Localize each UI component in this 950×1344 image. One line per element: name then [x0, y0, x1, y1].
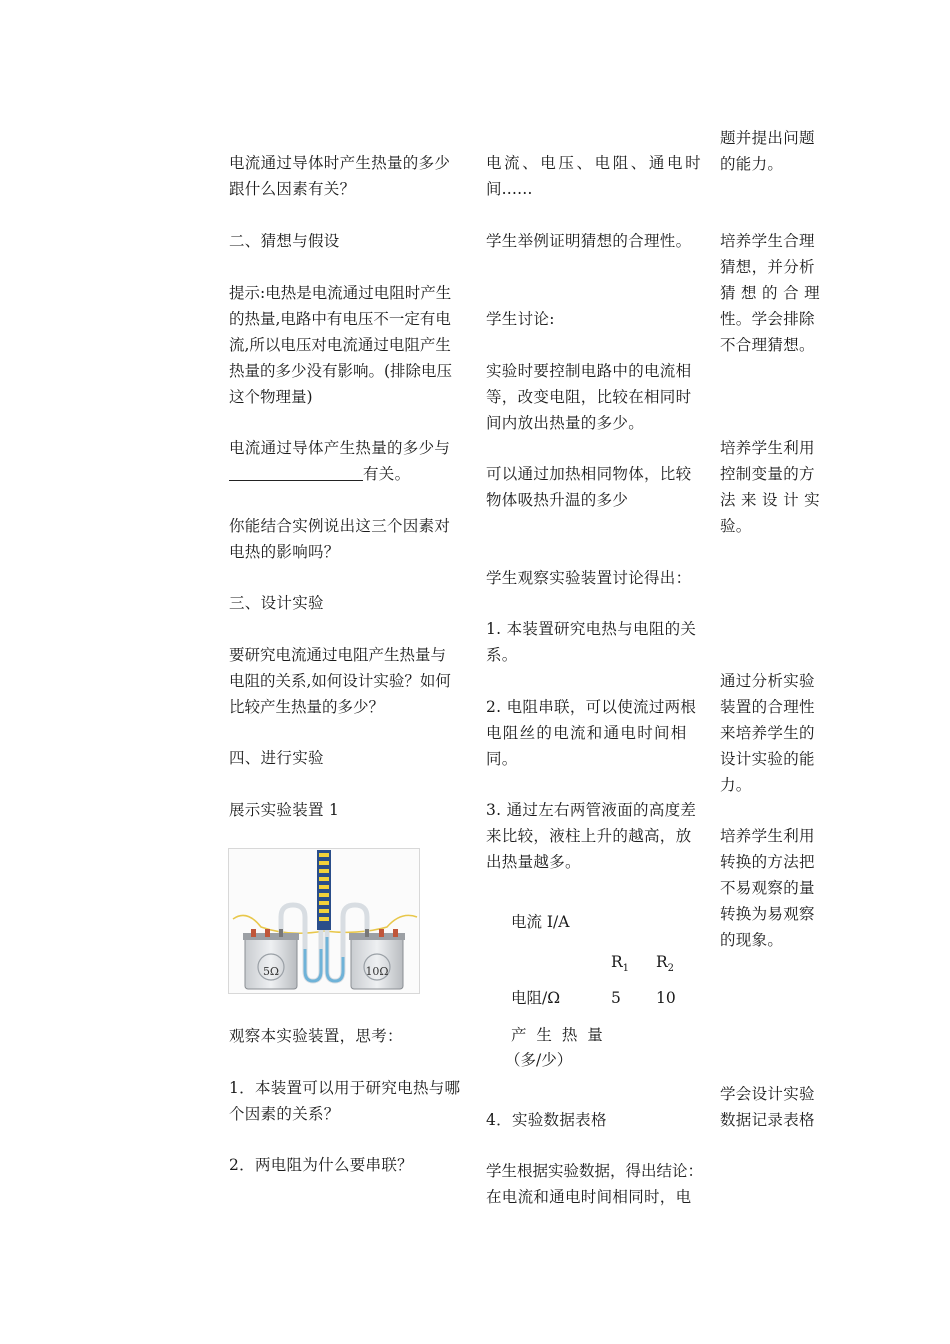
student-line: 在电流和通电时间相同时，电: [486, 1188, 692, 1206]
design-line: 比较产生热量的多少？: [229, 698, 385, 716]
purpose-line: 转换的方法把: [720, 853, 815, 871]
purpose-line: 学会设计实验: [720, 1085, 815, 1103]
tip-line: 提示:电热是电流通过电阻时产生: [229, 284, 452, 302]
purpose-line: 培养学生利用: [720, 827, 815, 845]
student-line: 学生观察实验装置讨论得出：: [486, 569, 692, 587]
table-cell: 5: [611, 989, 621, 1007]
purpose-line: 装置的合理性: [720, 698, 815, 716]
design-line: 电阻的关系,如何设计实验？如何: [229, 672, 451, 690]
resistor-label-left: 5Ω: [262, 965, 280, 978]
student-line: 学生举例证明猜想的合理性。: [486, 232, 692, 250]
student-line: 物体吸热升温的多少: [486, 491, 629, 509]
student-line: 学生根据实验数据，得出结论：: [486, 1162, 704, 1180]
observe-question: 个因素的关系？: [229, 1105, 340, 1123]
table-row-label-resistance: 电阻/Ω: [511, 989, 561, 1007]
tip-line: 的热量,电路中有电压不一定有电: [229, 310, 451, 328]
purpose-line: 猜 想 的 合 理: [720, 284, 820, 302]
table-header-current: 电流 I/A: [511, 913, 570, 931]
resistor-label-right: 10Ω: [365, 965, 389, 978]
student-line: 来比较，液柱上升的越高，放: [486, 827, 692, 845]
student-line: 2. 电阻串联，可以使流过两根: [486, 698, 697, 716]
table-header-r1: $R_1$: [611, 953, 630, 974]
purpose-line: 题并提出问题: [720, 129, 815, 147]
purpose-line: 性。学会排除: [720, 310, 815, 328]
tip-line: 热量的多少没有影响。(排除电压: [229, 362, 453, 380]
observe-question: 1．本装置可以用于研究电热与哪: [229, 1079, 461, 1097]
answer-line: 间……: [486, 180, 533, 198]
student-line: 系。: [486, 646, 518, 664]
purpose-line: 来培养学生的: [720, 724, 815, 742]
table-cell: 10: [656, 989, 676, 1007]
tip-line: 这个物理量): [229, 388, 313, 406]
ask-line: 电热的影响吗？: [229, 543, 340, 561]
student-line: 实验时要控制电路中的电流相: [486, 362, 692, 380]
question-line: 电流通过导体时产生热量的多少: [229, 154, 451, 172]
tip-line: 流,所以电压对电流通过电阻产生: [229, 336, 451, 354]
purpose-line: 的能力。: [720, 155, 784, 173]
purpose-line: 不易观察的量: [720, 879, 815, 897]
design-line: 要研究电流通过电阻产生热量与: [229, 646, 447, 664]
show-line: 展示实验装置 1: [229, 801, 340, 819]
table-row-label-heat: 产 生 热 量: [511, 1026, 606, 1044]
observe-line: 观察本实验装置，思考：: [229, 1027, 403, 1045]
apparatus-illustration: [229, 849, 419, 993]
student-line: 同。: [486, 750, 518, 768]
answer-line: 电流、电压、电阻、通电时: [486, 154, 704, 172]
purpose-line: 验。: [720, 517, 752, 535]
purpose-line: 培养学生合理: [720, 232, 815, 250]
purpose-line: 法 来 设 计 实: [720, 491, 820, 509]
purpose-line: 设计实验的能: [720, 750, 815, 768]
fill-blank: [229, 464, 363, 481]
purpose-line: 转换为易观察: [720, 905, 815, 923]
section-heading: 三、设计实验: [229, 594, 324, 612]
purpose-line: 通过分析实验: [720, 672, 815, 690]
student-line: 间内放出热量的多少。: [486, 414, 645, 432]
experiment-apparatus-figure: [228, 848, 420, 994]
purpose-line: 控制变量的方: [720, 465, 815, 483]
fill-line: 电流通过导体产生热量的多少与: [229, 439, 451, 457]
student-line: 等，改变电阻，比较在相同时: [486, 388, 692, 406]
purpose-line: 不合理猜想。: [720, 336, 815, 354]
student-line: 4．实验数据表格: [486, 1111, 607, 1129]
student-line: 1. 本装置研究电热与电阻的关: [486, 620, 697, 638]
student-line: 可以通过加热相同物体，比较: [486, 465, 692, 483]
question-line: 跟什么因素有关？: [229, 180, 356, 198]
section-heading: 二、猜想与假设: [229, 232, 340, 250]
table-row-label-heat: （多/少）: [505, 1051, 573, 1069]
student-line: 电阻丝的电流和通电时间相: [486, 724, 688, 742]
purpose-line: 数据记录表格: [720, 1111, 815, 1129]
student-line: 出热量越多。: [486, 853, 581, 871]
table-header-r2: $R_2$: [656, 953, 675, 974]
purpose-line: 力。: [720, 776, 752, 794]
fill-line: 有关。: [229, 462, 410, 488]
student-line: 3. 通过左右两管液面的高度差: [486, 801, 697, 819]
section-heading: 四、进行实验: [229, 749, 324, 767]
purpose-line: 培养学生利用: [720, 439, 815, 457]
observe-question: 2．两电阻为什么要串联？: [229, 1156, 413, 1174]
student-line: 学生讨论:: [486, 310, 555, 328]
purpose-line: 猜想，并分析: [720, 258, 815, 276]
ask-line: 你能结合实例说出这三个因素对: [229, 517, 451, 535]
purpose-line: 的现象。: [720, 931, 784, 949]
